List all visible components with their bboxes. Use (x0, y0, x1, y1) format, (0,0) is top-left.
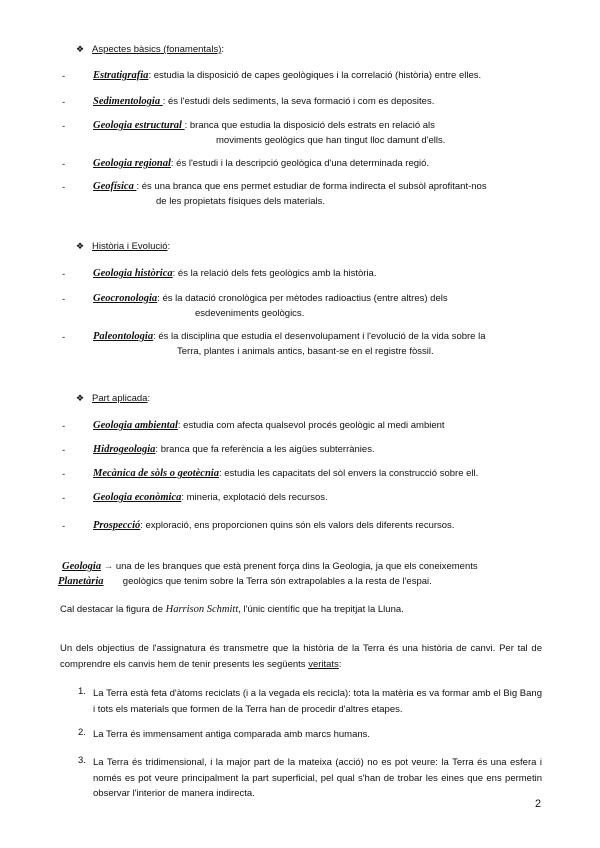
list-item: Mecànica de sòls o geotècnia: estudia les capacitats del sòl envers la construcció sobre ell. (93, 468, 479, 479)
list-item-continuation: de les propietats físiques dels materials. (156, 196, 325, 207)
section-title: Història i Evolució (92, 241, 168, 252)
diamond-bullet-icon: ❖ (76, 44, 85, 54)
list-item: Geologia econòmica: mineria, explotació dels recursos. (93, 492, 328, 503)
planetaria-term1: Geologia (62, 561, 102, 572)
numbered-item: La Terra és immensament antiga comparada amb marcs humans. (93, 729, 371, 740)
arrow-icon: → (103, 561, 114, 572)
numbered-item: La Terra està feta d'àtoms reciclats (i a la vegada els recicla): tota la matèria es va formar amb el Big Bang i tots els materials que formen de la Terra han de procedir d'altres etapes. (93, 688, 542, 715)
dash: - (62, 182, 66, 193)
list-item: Geologia estructural : branca que estudia la disposició dels estrats en relació als (93, 120, 435, 131)
list-item: Prospecció: exploració, ens proporcionen quins són els valors dels diferents recursos. (93, 520, 455, 531)
dash: - (62, 71, 66, 82)
dash: - (62, 269, 66, 280)
planetaria-line2 (58, 576, 432, 587)
section-heading: ❖ Part aplicada: (76, 393, 151, 404)
dash: - (62, 121, 66, 132)
planetaria-line1 (62, 561, 478, 572)
planetaria-text1: una de les branques que està prenent força dins la Geologia, ja que els coneixements (115, 561, 478, 572)
list-item: Sedimentologia : és l'estudi dels sediments, la seva formació i com es deposites. (93, 96, 435, 107)
dash: - (62, 159, 66, 170)
list-item: Paleontologia: és la disciplina que estudia el desenvolupament i l'evolució de la vida sobre la (93, 331, 486, 342)
dash: - (62, 521, 66, 532)
planetaria-term2: Planetària (58, 576, 104, 587)
intro-paragraph: Un dels objectius de l'assignatura és transmetre que la història de la Terra és una història de canvi. Per tal de comprendre els canvis hem de tenir presents les següents veritats: (60, 643, 542, 670)
section-title: Aspectes bàsics (fonamentals) (92, 44, 222, 55)
diamond-bullet-icon: ❖ (76, 393, 85, 403)
section-title: Part aplicada (92, 393, 148, 404)
list-item-continuation: moviments geològics que han tingut lloc damunt d'ells. (216, 135, 446, 146)
list-item-continuation: Terra, plantes i animals antics, basant-se en el registre fòssil. (177, 346, 434, 357)
page-number: 2 (535, 798, 542, 810)
diamond-bullet-icon: ❖ (76, 241, 85, 251)
list-item: Geologia ambiental: estudia com afecta qualsevol procés geològic al medi ambient (93, 420, 445, 431)
dash: - (62, 469, 66, 480)
dash: - (62, 493, 66, 504)
list-item: Geologia regional: és l'estudi i la descripció geològica d'una determinada regió. (93, 158, 430, 169)
list-number: 2. (78, 727, 86, 738)
section-heading: ❖ Història i Evolució: (76, 241, 171, 252)
list-item-continuation: esdeveniments geològics. (195, 308, 305, 319)
dash: - (62, 445, 66, 456)
list-item: Geocronologia: és la datació cronològica per mètodes radioactius (entre altres) dels (93, 293, 448, 304)
section-heading: ❖ Aspectes bàsics (fonamentals): (76, 44, 225, 55)
list-item: Hidrogeologia: branca que fa referència a les aigües subterrànies. (93, 444, 375, 455)
planetaria-text2: geològics que tenim sobre la Terra són extrapolables a la resta de l'espai. (122, 576, 432, 587)
list-item: Geologia històrica: és la relació dels fets geològics amb la història. (93, 268, 377, 279)
list-number: 1. (78, 686, 86, 697)
dash: - (62, 294, 66, 305)
list-item: Geofísica : és una branca que ens permet estudiar de forma indirecta el subsòl aprofitant-nos (93, 181, 487, 192)
schmitt-paragraph: Cal destacar la figura de Harrison Schmitt, l'únic científic que ha trepitjat la Lluna. (60, 604, 404, 615)
dash: - (62, 421, 66, 432)
list-item: Estratigrafia: estudia la disposició de capes geològiques i la correlació (història) entre elles. (93, 70, 482, 81)
dash: - (62, 332, 66, 343)
schmitt-name: Harrison Schmitt (165, 604, 239, 615)
list-number: 3. (78, 755, 86, 766)
veritats-link: veritats (308, 658, 339, 670)
dash: - (62, 97, 66, 108)
numbered-item: La Terra és tridimensional, i la major part de la mateixa (acció) no es pot veure: la Terra és una esfera i només es pot veure principalment la part superficial, pel qual s'han de trobar les eines que ens permetin observar l'interior de manera indirecta. (93, 757, 542, 799)
